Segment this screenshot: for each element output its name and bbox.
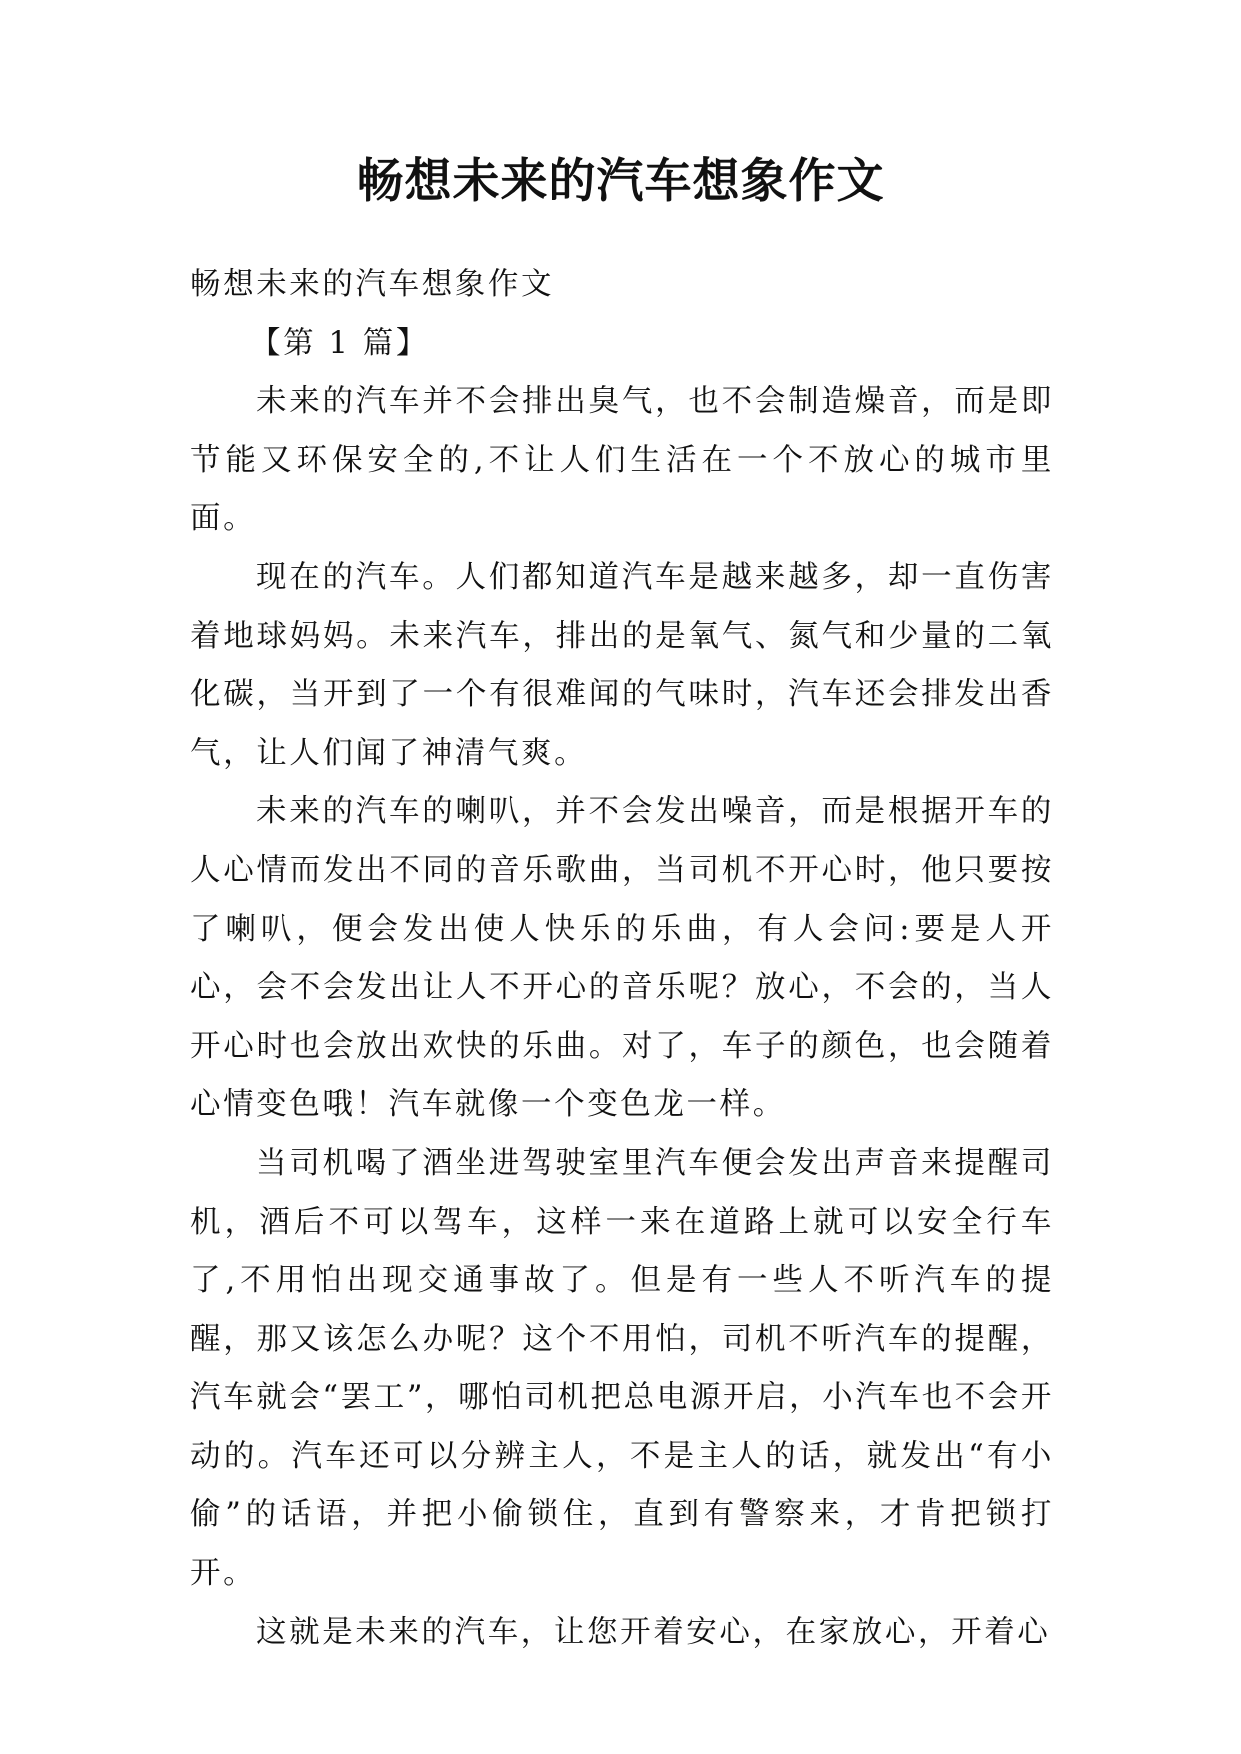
document-subtitle: 畅想未来的汽车想象作文 xyxy=(190,267,555,302)
paragraph: 这就是未来的汽车，让您开着安心，在家放心，开着心 xyxy=(256,1614,1051,1650)
paragraph: 当司机喝了酒坐进驾驶室里汽车便会发出声音来提醒司机，酒后不可以驾车，这样一来在道路上就可以安全行车了,不用怕出现交通事故了。但是有一些人不听汽车的提醒，那又该怎么办呢？这个不用怕，司机不听汽车的提醒，汽车就会“罢工”，哪怕司机把总电源开启，小汽车也不会开动的。汽车还可以分辨主人，不是主人的话，就发出“有小偷”的话语，并把小偷锁住，直到有警察来，才肯把锁打开。 xyxy=(190,1145,1054,1592)
paragraph: 现在的汽车。人们都知道汽车是越来越多，却一直伤害着地球妈妈。未来汽车，排出的是氧气、氮气和少量的二氧化碳，当开到了一个有很难闻的气味时，汽车还会排发出香气，让人们闻了神清气爽。 xyxy=(190,559,1054,771)
document-title: 畅想未来的汽车想象作文 xyxy=(356,154,885,209)
paragraph: 未来的汽车并不会排出臭气，也不会制造燥音，而是即节能又环保安全的,不让人们生活在一个不放心的城市里面。 xyxy=(190,384,1054,537)
section-heading: 【第 1 篇】 xyxy=(250,325,429,361)
paragraph: 未来的汽车的喇叭，并不会发出噪音，而是根据开车的人心情而发出不同的音乐歌曲，当司机不开心时，他只要按了喇叭，便会发出使人快乐的乐曲，有人会问:要是人开心，会不会发出让人不开心的音乐呢？放心，不会的，当人开心时也会放出欢快的乐曲。对了，车子的颜色，也会随着心情变色哦！汽车就像一个变色龙一样。 xyxy=(190,794,1054,1123)
document-body xyxy=(190,256,1054,1662)
